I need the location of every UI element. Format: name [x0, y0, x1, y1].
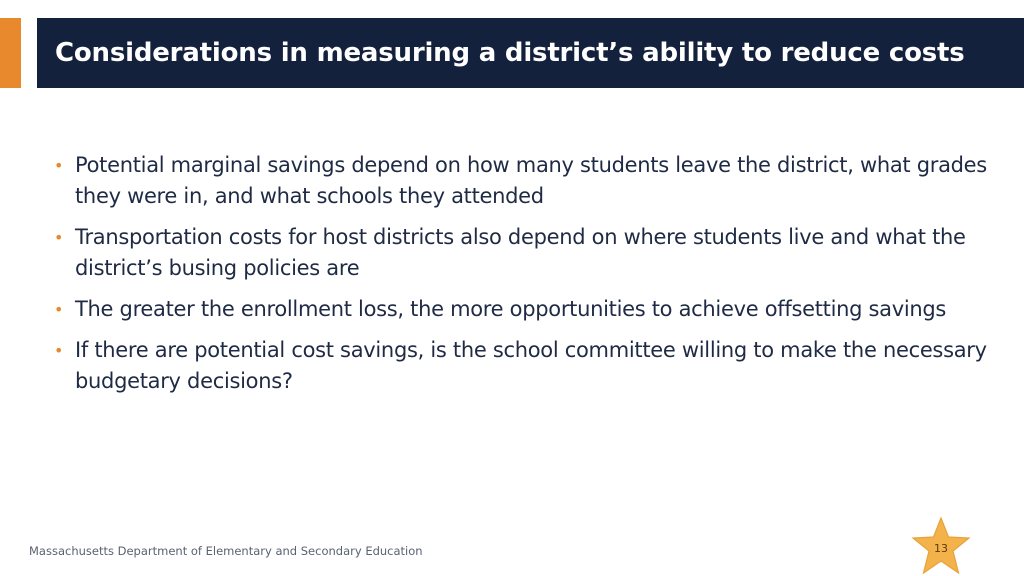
- bullet-text: The greater the enrollment loss, the more opportunities to achieve offsetting savings: [75, 297, 947, 321]
- title-bar: [37, 18, 1024, 88]
- bullet-dot-icon: •: [54, 228, 64, 247]
- bullet-item: [54, 222, 1004, 284]
- page-number: 13: [934, 542, 948, 555]
- title-accent-bar: [0, 18, 21, 88]
- footer-organization: Massachusetts Department of Elementary and Secondary Education: [29, 544, 423, 558]
- bullet-dot-icon: •: [54, 300, 64, 319]
- bullet-item: [54, 335, 1004, 397]
- bullet-dot-icon: •: [54, 341, 64, 360]
- bullet-text: If there are potential cost savings, is the school committee willing to make the necessary budgetary decisions?: [75, 338, 987, 393]
- page-title: Considerations in measuring a district’s ability to reduce costs: [55, 38, 965, 68]
- bullet-item: [54, 294, 1004, 325]
- bullet-text: Potential marginal savings depend on how many students leave the district, what grades they were in, and what schools they attended: [75, 153, 987, 208]
- bullet-text: Transportation costs for host districts also depend on where students live and what the district’s busing policies are: [75, 225, 966, 280]
- bullet-dot-icon: •: [54, 156, 64, 175]
- bullet-list: [54, 150, 1004, 407]
- bullet-item: [54, 150, 1004, 212]
